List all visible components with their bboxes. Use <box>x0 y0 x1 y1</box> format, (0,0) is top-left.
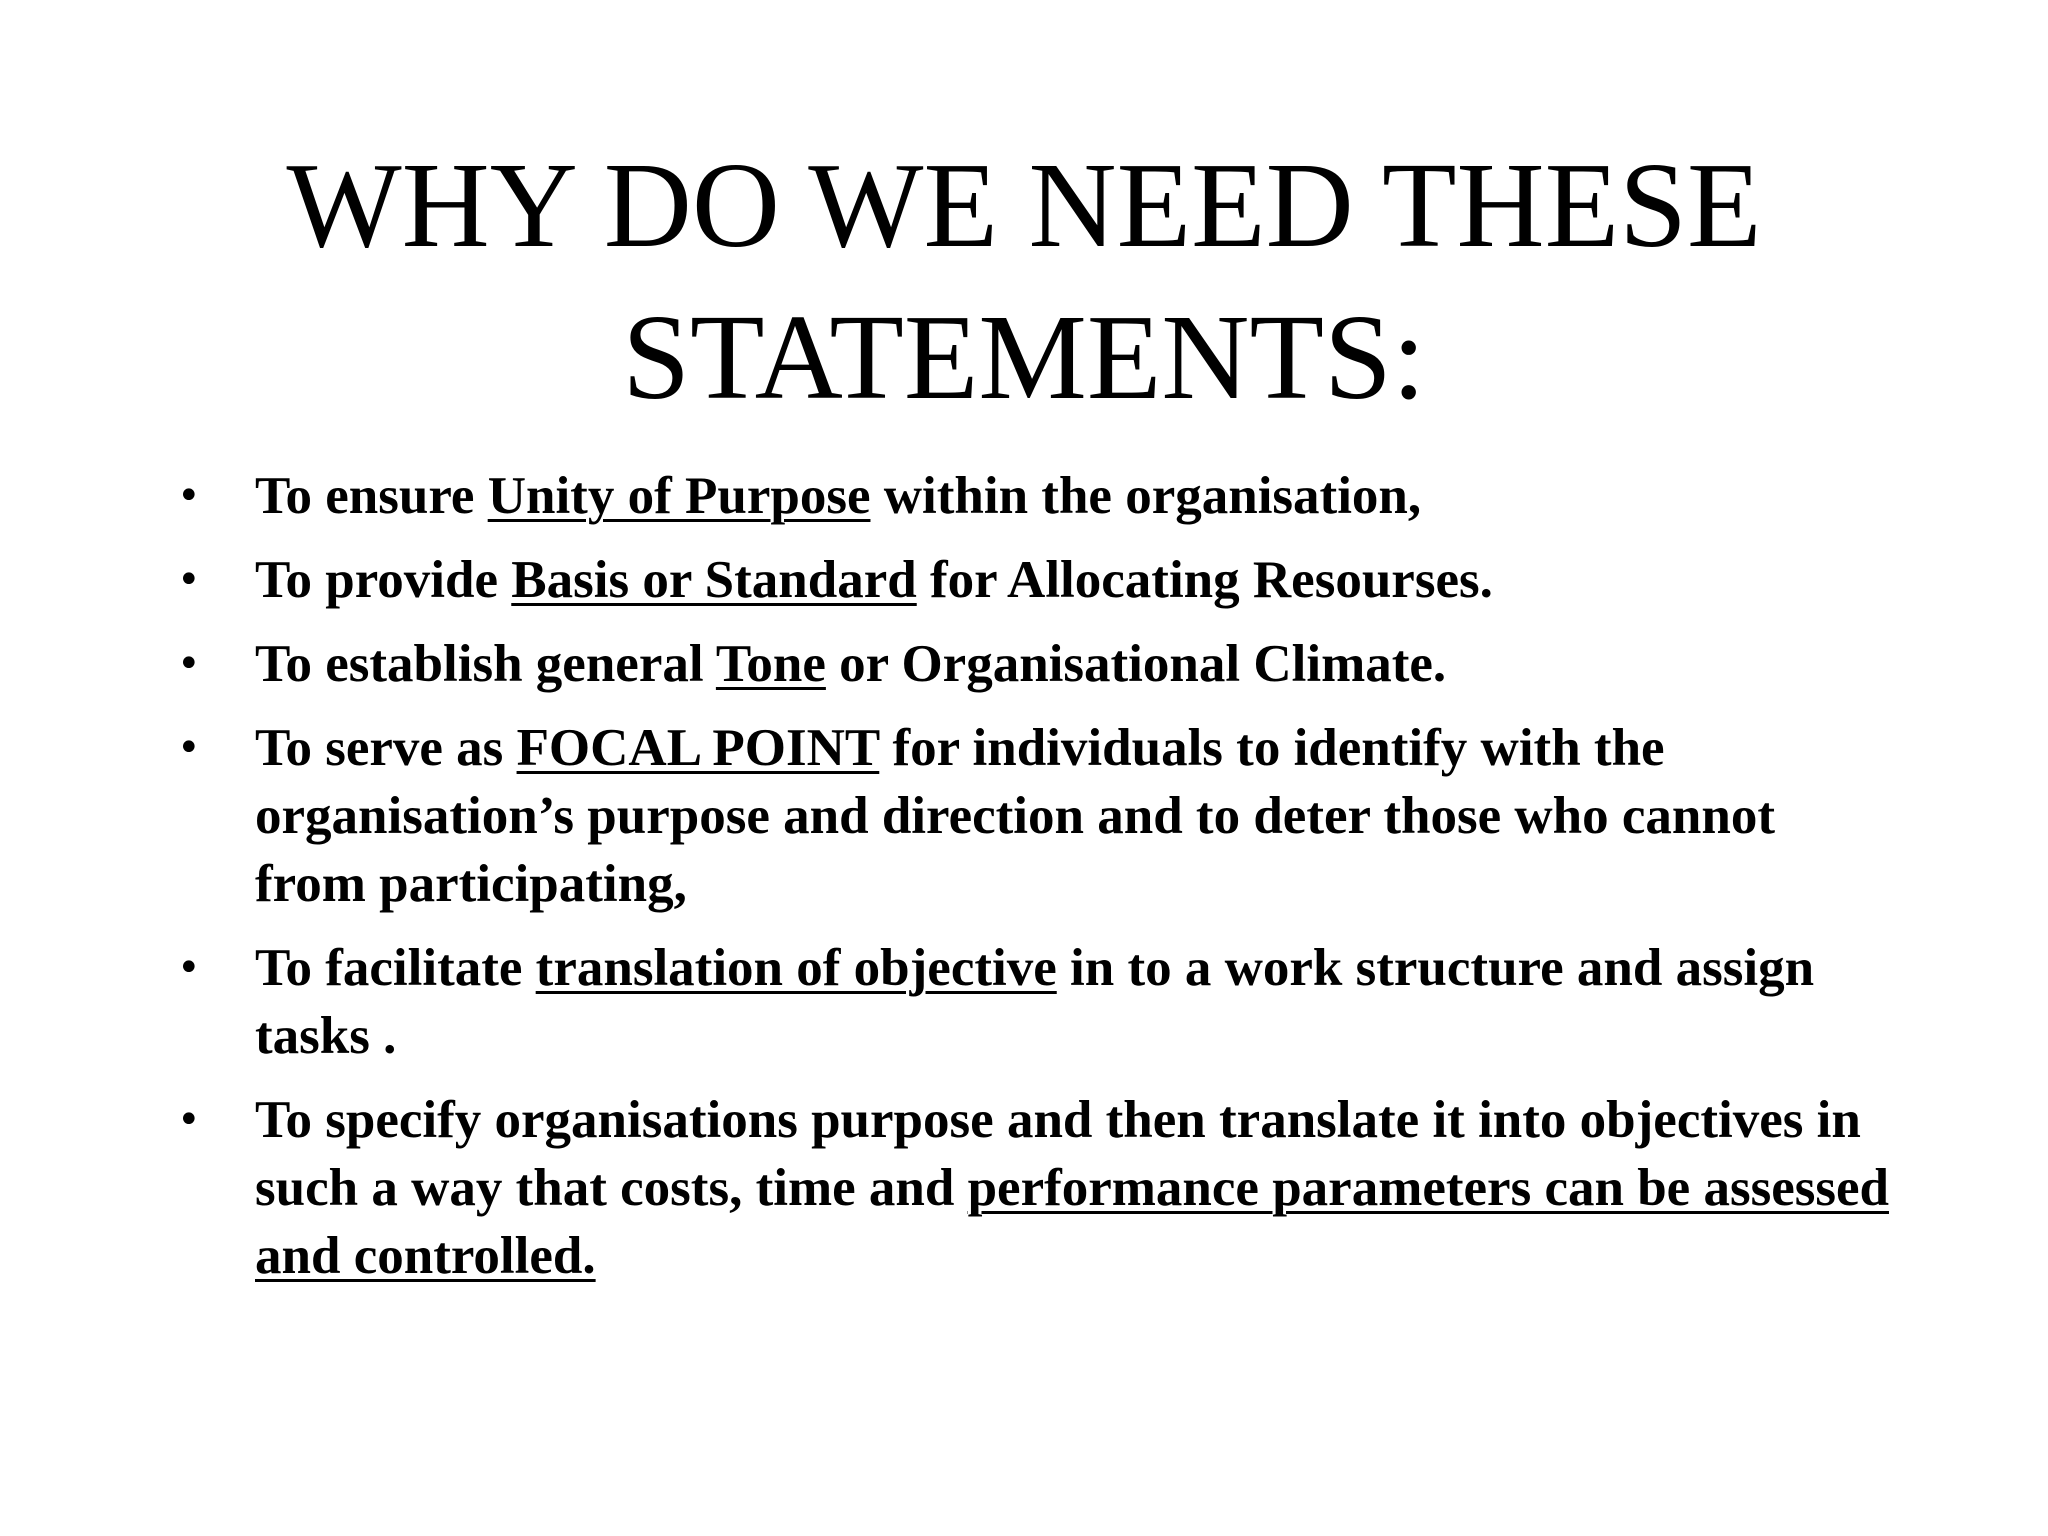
bullet-dot-icon: • <box>177 473 201 519</box>
bullet-item-unity <box>170 462 1890 530</box>
bullet-text-underlined: FOCAL POINT <box>516 719 880 777</box>
bullet-dot-icon: • <box>177 725 201 771</box>
bullet-text-underlined: translation of objective <box>535 939 1057 997</box>
bullet-text-post: within the organisation, <box>870 467 1422 525</box>
slide-title <box>0 130 2048 434</box>
bullet-text-pre: To serve as <box>255 719 517 777</box>
bullet-text-pre: To establish general <box>255 635 716 693</box>
bullet-text-post: in to a work structure and assign tasks . <box>255 939 1815 1065</box>
bullet-text-post: for individuals to identify with the organisation’s purpose and direction and to deter those who cannot from participating, <box>255 719 1775 913</box>
title-line-1: WHY DO WE NEED THESE <box>286 138 1762 273</box>
bullet-dot-icon: • <box>177 945 201 991</box>
bullet-text-underlined: Unity of Purpose <box>487 467 871 525</box>
bullet-item-tone <box>170 630 1890 698</box>
bullet-item-basis <box>170 546 1890 614</box>
bullet-text-pre: To ensure <box>255 467 488 525</box>
bullet-text-pre: To specify organisations purpose and then translate it into objectives in such a way that costs, time and <box>255 1091 1861 1217</box>
bullet-text-pre: To facilitate <box>255 939 536 997</box>
bullet-text-underlined: Basis or Standard <box>511 551 917 609</box>
bullet-list <box>170 462 1890 1306</box>
bullet-dot-icon: • <box>177 641 201 687</box>
bullet-item-focal-point <box>170 714 1890 918</box>
bullet-text-pre: To provide <box>255 551 512 609</box>
bullet-item-specify <box>170 1086 1890 1290</box>
bullet-text-post: or Organisational Climate. <box>825 635 1447 693</box>
bullet-item-translation <box>170 934 1890 1070</box>
bullet-dot-icon: • <box>177 1097 201 1143</box>
bullet-dot-icon: • <box>177 557 201 603</box>
bullet-text-post: for Allocating Resourses. <box>916 551 1493 609</box>
bullet-text-underlined: Tone <box>715 635 826 693</box>
title-line-2: STATEMENTS: <box>622 290 1426 425</box>
bullet-text-underlined: performance parameters can be assessed and controlled. <box>255 1159 1889 1285</box>
